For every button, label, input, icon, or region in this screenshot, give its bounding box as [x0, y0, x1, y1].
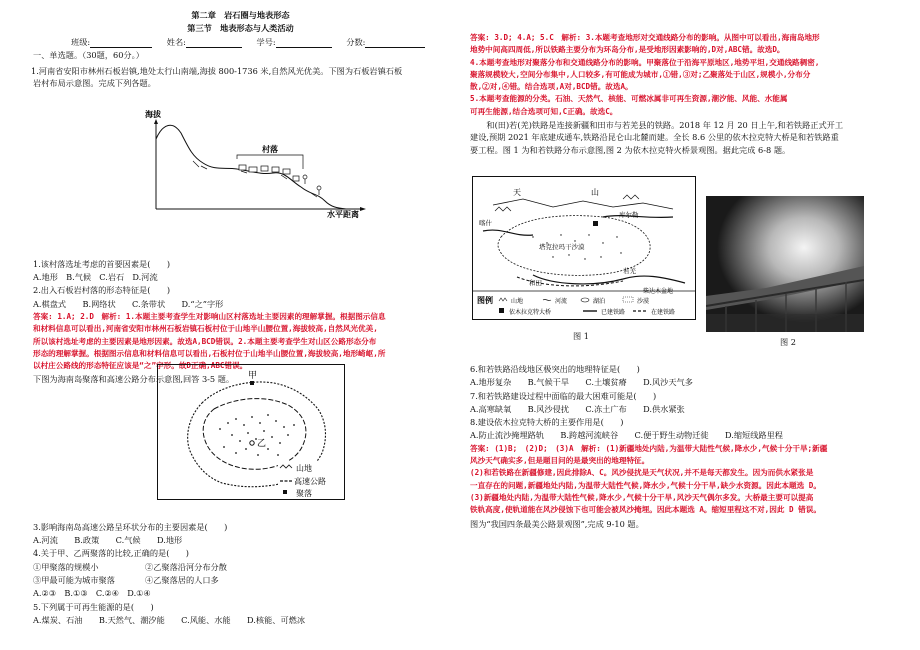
settlement-yi-label: 乙	[257, 439, 267, 449]
q6-answer-block	[470, 443, 898, 517]
legend-settlement: 聚落	[296, 489, 312, 498]
fig1-legend-built-railway: 已建铁路	[601, 309, 626, 316]
class-label: 班级:	[71, 36, 91, 47]
q6-answer-line-2: 风沙天气确实多,但是题目问的是最突出的地理特征。	[470, 456, 650, 466]
map-label-shan: 山	[591, 188, 599, 197]
q3-answer-line-3: 4.本题考查地形对聚落分布和交通线路分布的影响。甲聚落位于沿海平原地区,地势平坦,交通线路稠密,	[470, 57, 820, 67]
chapter-title: 第二章 岩石圈与地表形态	[191, 10, 290, 20]
fig1-caption: 图 1	[573, 331, 589, 341]
q8-text: 8.建设依木拉克特大桥的主要作用是( )	[470, 417, 624, 428]
altitude-axis-label: 海拔	[145, 110, 161, 119]
student-id-label: 学号:	[256, 36, 276, 47]
fig1-legend-mountain: 山地	[511, 298, 524, 305]
railway-map-figure-1	[472, 176, 696, 320]
map-label-ruoqiang: 若羌	[623, 267, 636, 275]
name-field[interactable]	[186, 38, 242, 48]
q6-answer-line-6: 铁轨高度,使轨道能在风沙侵蚀下也可能会被风沙掩埋。因此本题选 A。缩短里程这不对,因此 D 错误。	[470, 505, 821, 515]
q5-options: A.煤炭、石油 B.天然气、潮汐能 C.风能、水能 D.核能、可燃冰	[33, 614, 306, 625]
legend-mountain: 山地	[296, 464, 312, 473]
q7-options: A.高寒缺氧 B.风沙侵扰 C.冻土广布 D.供水紧张	[470, 403, 685, 414]
q6-answer-line-1: 答案: (1)B; (2)D; (3)A 解析: (1)新疆地处内陆,为温带大陆性气候,降水少,气候十分干旱;新疆	[470, 443, 828, 453]
section-title: 第三节 地表形态与人类活动	[187, 23, 294, 34]
q3-answer-block	[470, 32, 898, 118]
q3-answer-line-4: 聚落规模较大,空间分布集中,人口较多,有可能成为城市,①错,③对;乙聚落处于山区,规模小,分布分	[470, 69, 811, 79]
q9-intro: 图为“我国四条最美公路景观图”,完成 9-10 题。	[470, 518, 644, 529]
q4-statement-4: ④乙聚落居的人口多	[145, 574, 219, 585]
q4-statements-row2	[33, 574, 448, 586]
fig1-legend-bridge: 依木拉克特大桥	[509, 309, 552, 316]
q6-intro-line-3: 要工程。图 1 为和若铁路分布示意图,图 2 为依木拉克特火桥景观图。据此完成 6-8 题。	[470, 144, 791, 155]
q1-intro-line1: 1.河南省安阳市林州石板岩镇,地处太行山南端,海拔 800-1736 米,自然风光优美。下图为石板岩镇石板	[31, 66, 403, 77]
q6-intro-line-2: 建设,预期 2021 年底建成通车,铁路沿昆仑山北麓而建。全长 8.6 公里的依木拉克特大桥是和若铁路重	[470, 132, 839, 143]
q1-options: A.地形 B.气候 C.岩石 D.河流	[33, 272, 158, 283]
village-label: 村落	[262, 145, 278, 154]
student-info-row	[71, 36, 486, 48]
fig1-legend-lake: 湖泊	[593, 298, 606, 305]
q8-options: A.防止流沙掩埋路轨 B.跨越河流峡谷 C.便于野生动物迁徙 D.缩短线路里程	[470, 430, 783, 441]
fig1-legend-desert: 沙漠	[637, 298, 650, 305]
q1-answer-line-4: 形态的理解掌握。根据图示信息和材料信息可以看出,石板村位于山地半山腰位置,海拔较高,地形崎岖,所	[33, 348, 386, 358]
q1-text: 1.该村落选址考虑的首要因素是( )	[33, 258, 171, 269]
q6-intro-block	[470, 119, 898, 156]
student-id-field[interactable]	[276, 38, 332, 48]
part1-heading: 一、单选题。（30题，60分。）	[33, 49, 144, 60]
q6-text: 6.和若铁路沿线地区极突出的地理特征是( )	[470, 363, 640, 374]
map-label-tian: 天	[513, 188, 521, 197]
map-label-taklimakan: 塔克拉玛干沙漠	[539, 243, 585, 251]
score-field[interactable]	[365, 38, 425, 48]
q3-answer-line-2: 地势中间高四周低,所以铁路主要分布为环岛分布,是受地形因素影响的,D对,ABC错。故选D。	[470, 45, 785, 55]
settlement-jia-label: 甲	[248, 371, 258, 381]
q6-answer-line-4: 一直存在的问题,新疆地处内陆,为温带大陆性气候,降水少,气候十分干旱,缺少水资源。因此本题选 D。	[470, 480, 821, 490]
right-column	[470, 0, 898, 529]
bridge-photo-figure-2	[706, 196, 864, 332]
q2-options: A.棋盘式 B.网络状 C.条带状 D.“之”字形	[33, 298, 224, 309]
q3-answer-line-5: 散,②对,④错。结合选项,A对,BCD错。故选A。	[470, 82, 633, 92]
q3-options: A.河流 B.政策 C.气候 D.地形	[33, 535, 183, 546]
hainan-map-figure	[157, 364, 345, 500]
q2-text: 2.出入石板岩村落的形态特征是( )	[33, 285, 171, 296]
map-label-qaidam: 柴达木盆地	[643, 288, 674, 295]
q3-answer-line-6: 5.本题考查能源的分类。石油、天然气、核能、可燃冰属非可再生资源,潮汐能、风能、水能属	[470, 94, 788, 104]
horizontal-distance-label: 水平距离	[327, 210, 359, 219]
q4-options: A.②③ B.①③ C.②④ D.①④	[33, 588, 151, 599]
q3-text: 3.影响海南岛高速公路呈环状分布的主要因素是( )	[33, 521, 228, 532]
fig1-legend-river: 河流	[555, 298, 568, 305]
q3-intro: 下图为海南岛聚落和高速公路分布示意图,回答 3-5 题。	[33, 374, 235, 385]
village-profile-figure	[141, 109, 377, 219]
q5-text: 5.下列属于可再生能源的是( )	[33, 601, 154, 612]
q7-text: 7.和若铁路建设过程中面临的最大困难可能是( )	[470, 390, 657, 401]
q3-answer-line-7: 可再生能源,结合选项可知,C正确。故选C。	[470, 106, 618, 116]
q4-statement-2: ②乙聚落沿河分布分散	[145, 561, 227, 572]
q1-answer-line-5: 以村庄公路线的形态特征应该是“之”字形。故D正确,ABC错误。	[33, 361, 248, 371]
q6-intro-line-1: 和(田)若(羌)铁路是连接新疆和田市与若羌县的铁路。2018 年 12 月 20 日上午,和若铁路正式开工	[470, 120, 844, 131]
fig1-legend-railway-under-construction: 在建铁路	[651, 309, 676, 316]
map-label-kashgar: 喀什	[479, 219, 492, 227]
q6-answer-line-3: (2)和若铁路在新疆修建,因此排除A、C。风沙侵扰是天气状况,并不是每天都发生。因为而供水紧张是	[470, 468, 814, 478]
q4-statement-1: ①甲聚落的规模小	[33, 561, 99, 572]
name-label: 姓名:	[166, 36, 186, 47]
q4-statements-row1	[33, 561, 448, 573]
legend-expressway: 高速公路	[294, 477, 326, 486]
q4-statement-3: ③甲最可能为城市聚落	[33, 574, 115, 585]
q4-text: 4.关于甲、乙两聚落的比较,正确的是( )	[33, 548, 189, 559]
map-label-hotan: 和田	[529, 279, 542, 287]
q6-options: A.地形复杂 B.气候干旱 C.土壤贫瘠 D.风沙天气多	[470, 377, 693, 388]
fig1-legend-title: 图例	[477, 296, 493, 305]
q1-answer-line-2: 和材料信息可以看出,河南省安阳市林州石板岩镇石板村位于山地半山腰位置,海拔较高,自然风光优美,	[33, 324, 378, 334]
q6-answer-line-5: (3)新疆地处内陆,为温带大陆性气候,降水少,气候十分干旱,风沙天气偶尔多发。大桥最主要可以提高	[470, 492, 814, 502]
q1-answer-line-3: 所以该村选址考虑的主要因素是地形因素。故选A,BCD错误。2.本题主要考查学生对山区公路形态分布	[33, 336, 377, 346]
q1-intro-line2: 岩村布局示意图。完成下列各题。	[33, 78, 156, 89]
map-label-korla: 库尔勒	[619, 211, 639, 219]
score-label: 分数:	[346, 36, 366, 47]
fig2-caption: 图 2	[780, 337, 796, 347]
q1-answer-line-1: 答案: 1.A; 2.D 解析: 1.本题主要考查学生对影响山区村落选址主要因素的理解掌握。根据图示信息	[33, 311, 386, 321]
q3-answer-line-1: 答案: 3.D; 4.A; 5.C 解析: 3.本题考查地形对交通线路分布的影响。从图中可以看出,海南岛地形	[470, 33, 820, 42]
class-field[interactable]	[90, 38, 152, 48]
left-column	[31, 0, 448, 625]
